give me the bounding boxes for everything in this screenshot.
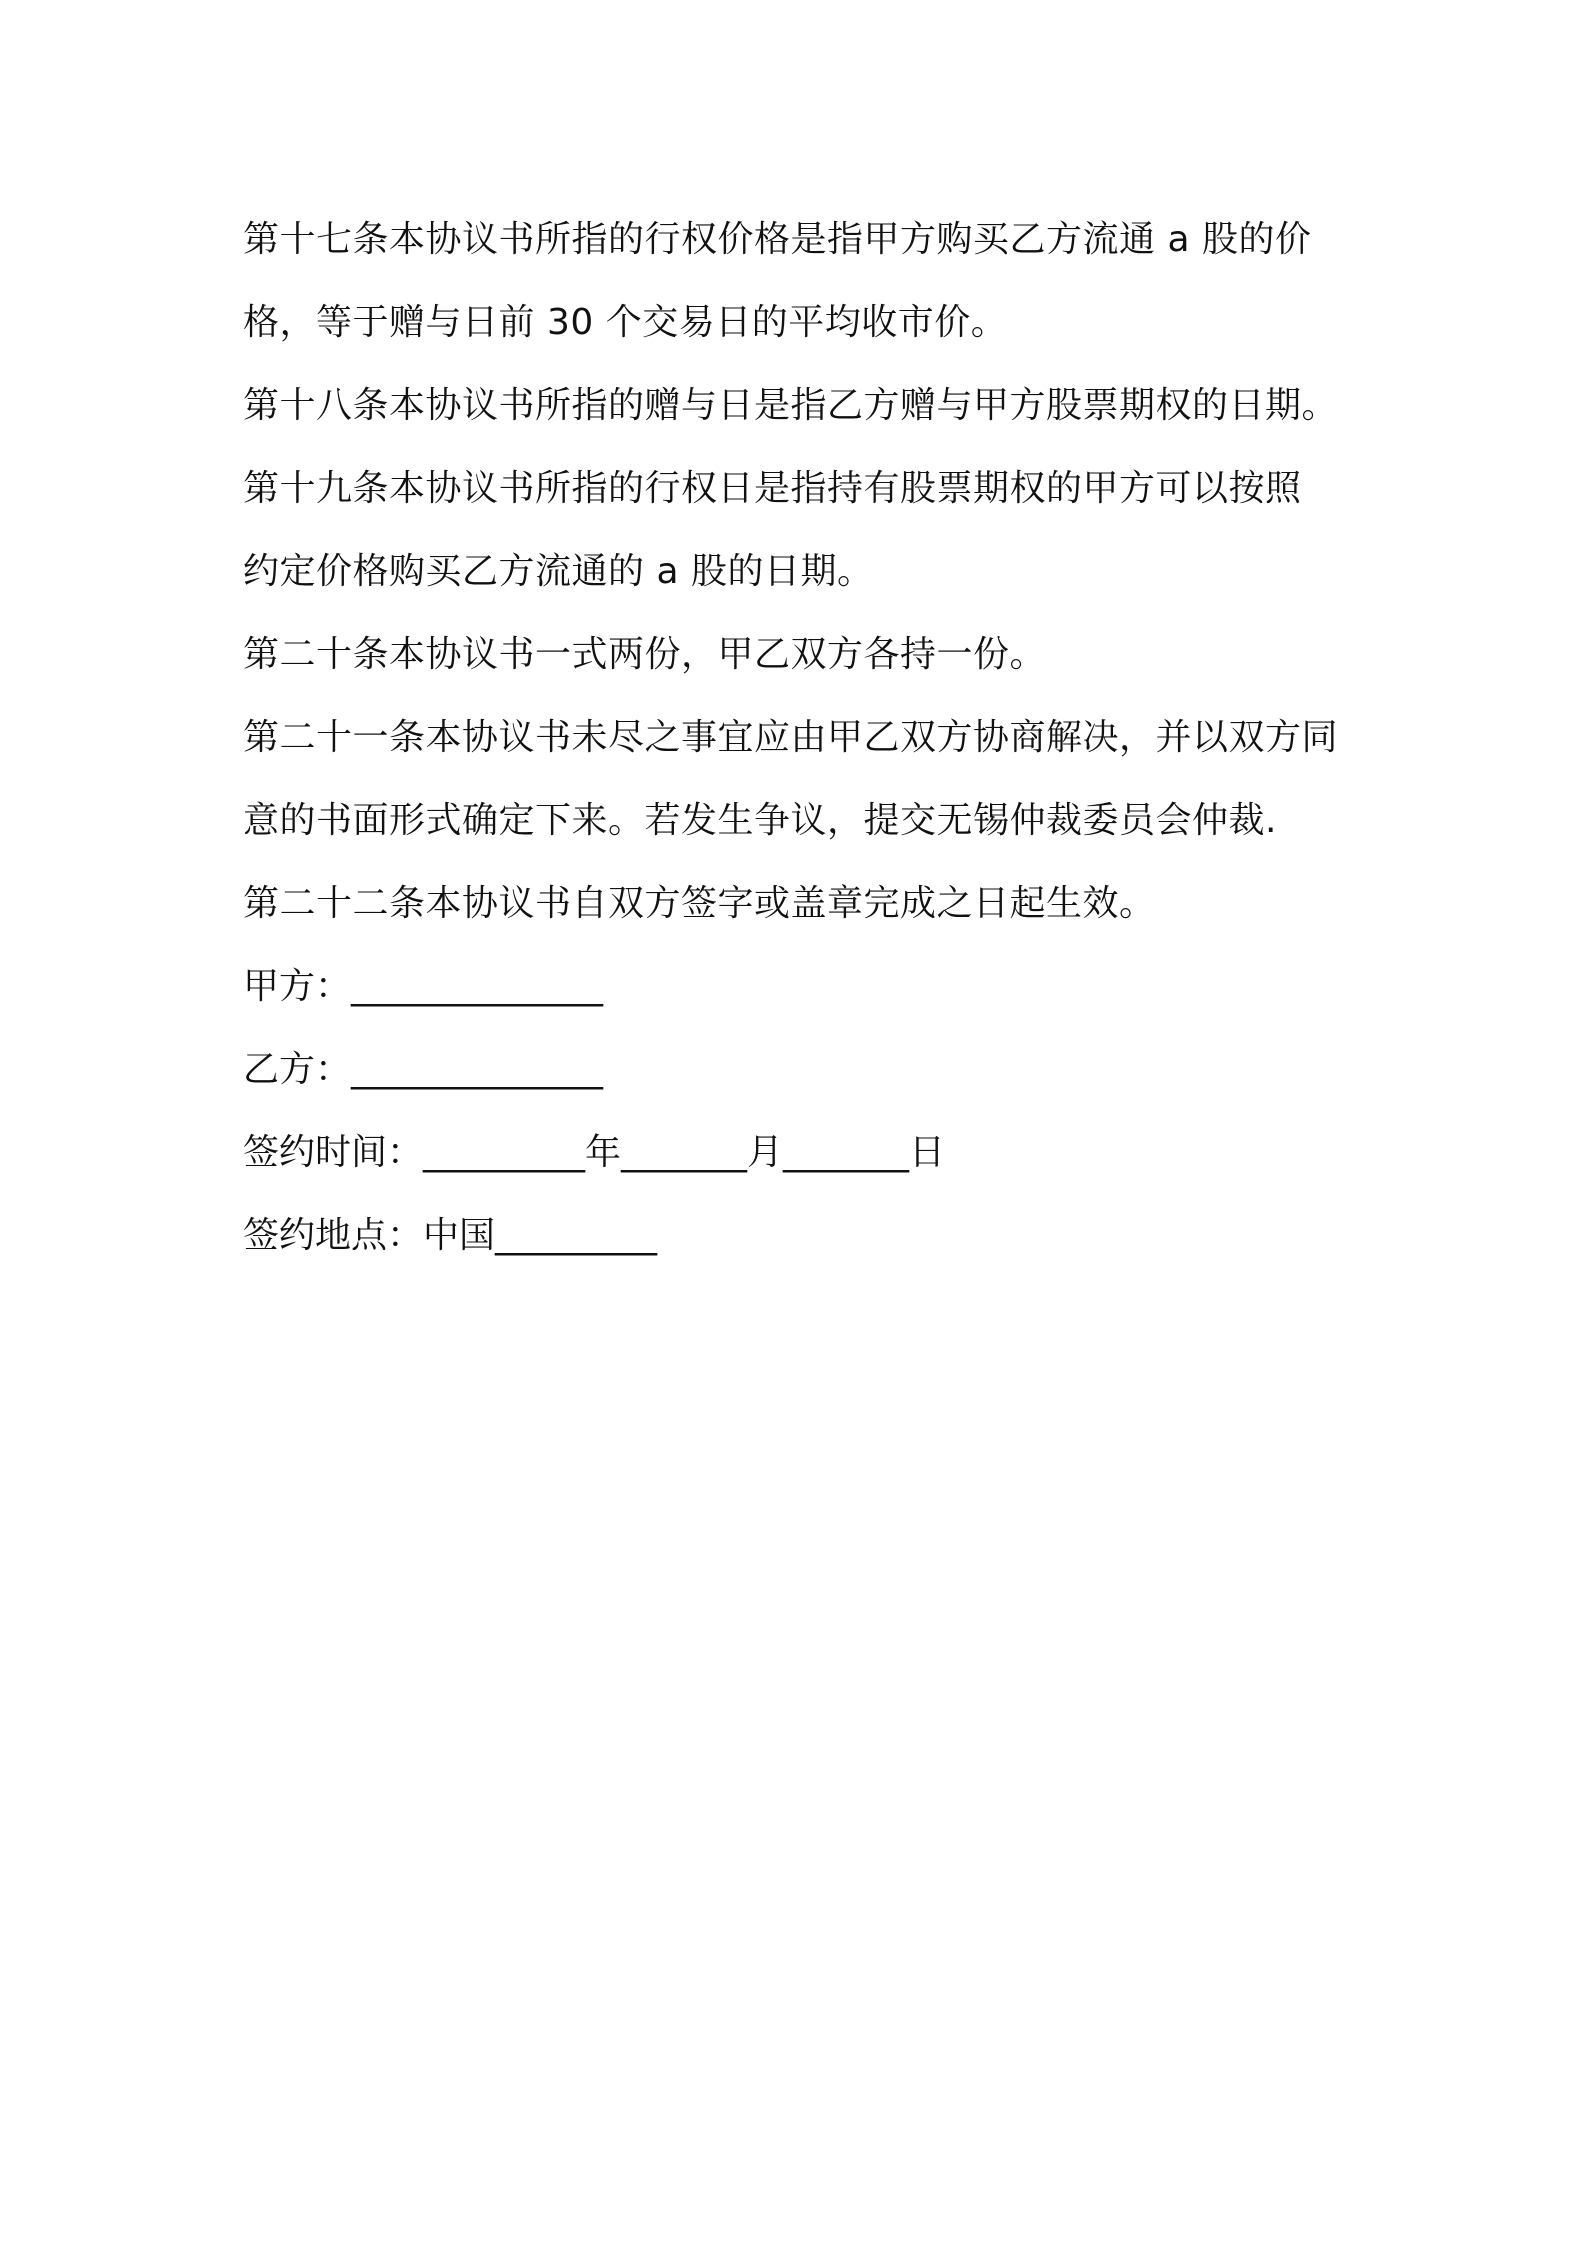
article-22-line-1: 第二十二条本协议书自双方签字或盖章完成之日起生效。 — [243, 883, 1156, 924]
article-19-line-1: 第十九条本协议书所指的行权日是指持有股票期权的甲方可以按照 — [243, 468, 1302, 509]
article-19-line-2: 约定价格购买乙方流通的 a 股的日期。 — [243, 551, 874, 592]
document-body — [243, 198, 1363, 1277]
article-21-line-2: 意的书面形式确定下来。若发生争议，提交无锡仲裁委员会仲裁. — [243, 800, 1277, 841]
signing-time: 签约时间：_________年_______月_______日 — [243, 1132, 946, 1173]
party-b-signature: 乙方：______________ — [243, 1049, 604, 1090]
article-17-line-2: 格，等于赠与日前 30 个交易日的平均收市价。 — [243, 302, 1008, 343]
article-18-line-1: 第十八条本协议书所指的赠与日是指乙方赠与甲方股票期权的日期。 — [243, 385, 1339, 426]
article-21-line-1: 第二十一条本协议书未尽之事宜应由甲乙双方协商解决，并以双方同 — [243, 717, 1339, 758]
article-17-line-1: 第十七条本协议书所指的行权价格是指甲方购买乙方流通 a 股的价 — [243, 219, 1312, 260]
party-a-signature: 甲方：______________ — [243, 966, 604, 1007]
article-20-line-1: 第二十条本协议书一式两份，甲乙双方各持一份。 — [243, 634, 1047, 675]
signing-place: 签约地点：中国_________ — [243, 1215, 658, 1256]
